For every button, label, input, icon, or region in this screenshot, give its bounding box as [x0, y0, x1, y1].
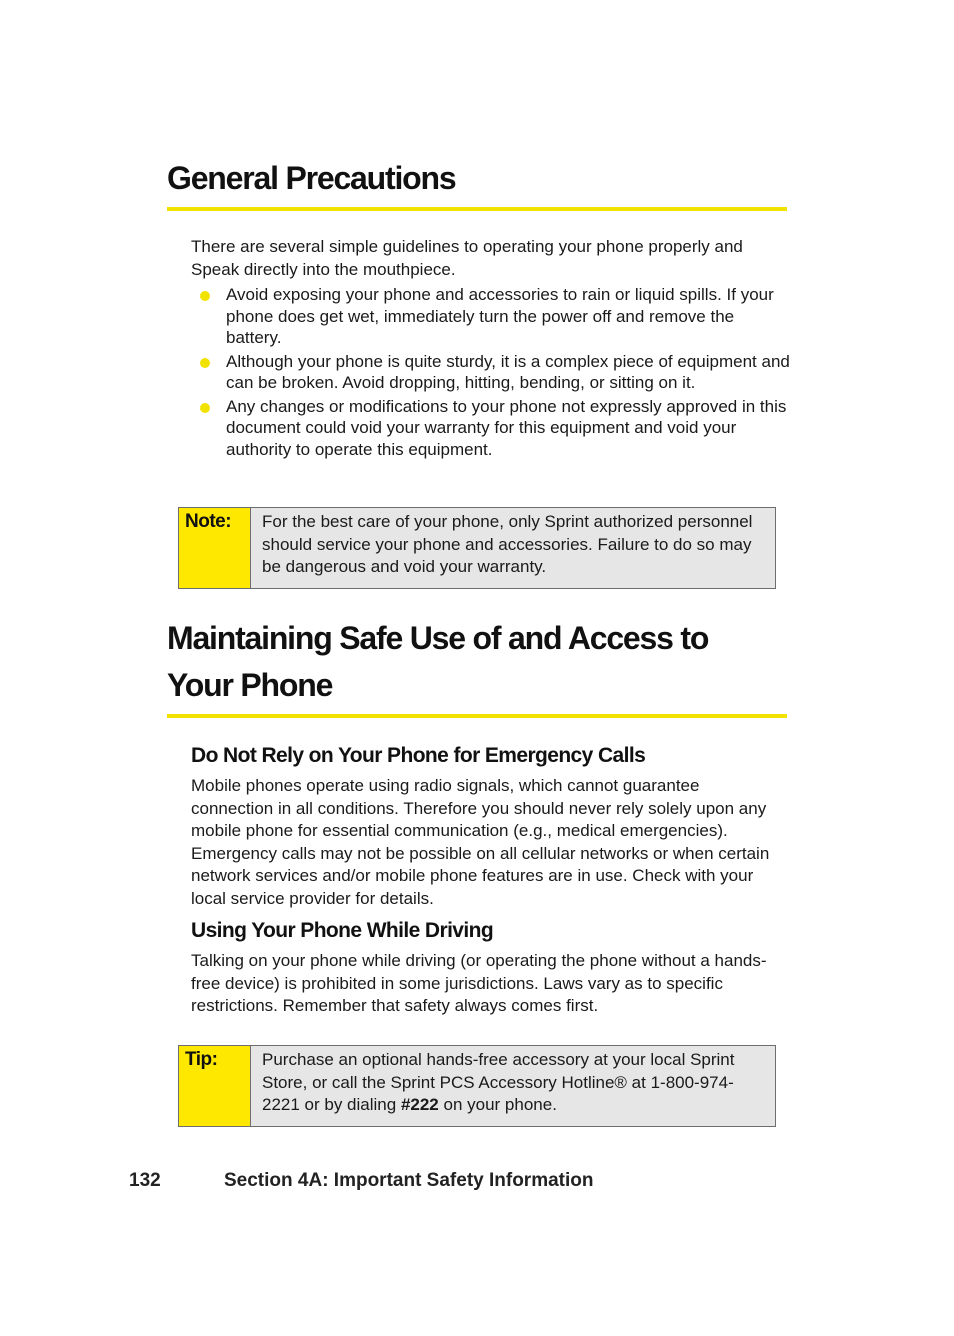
footer-section-title: Section 4A: Important Safety Information	[224, 1170, 594, 1191]
tip-text-after: on your phone.	[438, 1095, 557, 1114]
precautions-list	[191, 284, 791, 462]
heading-general-precautions: General Precautions	[167, 160, 456, 196]
tip-label: Tip:	[179, 1046, 251, 1126]
bullet-icon	[200, 358, 210, 368]
list-item	[191, 396, 791, 461]
heading-safe-use	[167, 615, 708, 709]
note-callout	[178, 507, 776, 589]
tip-text	[251, 1046, 775, 1126]
heading-line-1: Maintaining Safe Use of and Access to	[167, 620, 709, 656]
bullet-icon	[200, 291, 210, 301]
list-item	[191, 351, 791, 394]
list-item-text: Any changes or modifications to your phone not expressly approved in this document could void your warranty for this equipment and void your authority to operate this equipment.	[226, 396, 787, 459]
tip-callout	[178, 1045, 776, 1127]
subheading-driving: Using Your Phone While Driving	[191, 919, 494, 942]
note-label: Note:	[179, 508, 251, 588]
intro-paragraph: There are several simple guidelines to operating your phone properly and Speak directly into the mouthpiece.	[191, 237, 743, 279]
list-item-text: Avoid exposing your phone and accessories to rain or liquid spills. If your phone does get wet, immediately turn the power off and remove the battery.	[226, 285, 774, 347]
note-text: For the best care of your phone, only Sprint authorized personnel should service your phone and accessories. Failure to do so may be dangerous and void your warranty.	[262, 512, 753, 576]
driving-paragraph: Talking on your phone while driving (or operating the phone without a hands-free device) is prohibited in some jurisdictions. Laws vary as to specific restrictions. Remember that safety always comes first.	[191, 951, 767, 1015]
bullet-icon	[200, 403, 210, 413]
heading-line-2: Your Phone	[167, 667, 333, 703]
list-item	[191, 284, 791, 349]
emergency-calls-paragraph: Mobile phones operate using radio signals, which cannot guarantee connection in all conditions. Therefore you should never rely solely upon any mobile phone for essential communication (e.g., medical emergencies). Emergency calls may not be possible on all cellular networks or when certain network services and/or mobile phone features are in use. Check with your local service provider for details.	[191, 776, 770, 908]
page-number: 132	[129, 1170, 161, 1191]
list-item-text: Although your phone is quite sturdy, it is a complex piece of equipment and can be broken. Avoid dropping, hitting, bending, or sitting on it.	[226, 351, 790, 392]
heading-rule	[167, 714, 787, 718]
tip-code: #222	[400, 1095, 439, 1114]
subheading-emergency-calls: Do Not Rely on Your Phone for Emergency Calls	[191, 744, 646, 767]
tip-text-before: Purchase an optional hands-free accessory at your local Sprint Store, or call the Sprint PCS Accessory Hotline® at 1-800-974-2221 or by dialing	[262, 1050, 735, 1114]
heading-rule	[167, 207, 787, 211]
